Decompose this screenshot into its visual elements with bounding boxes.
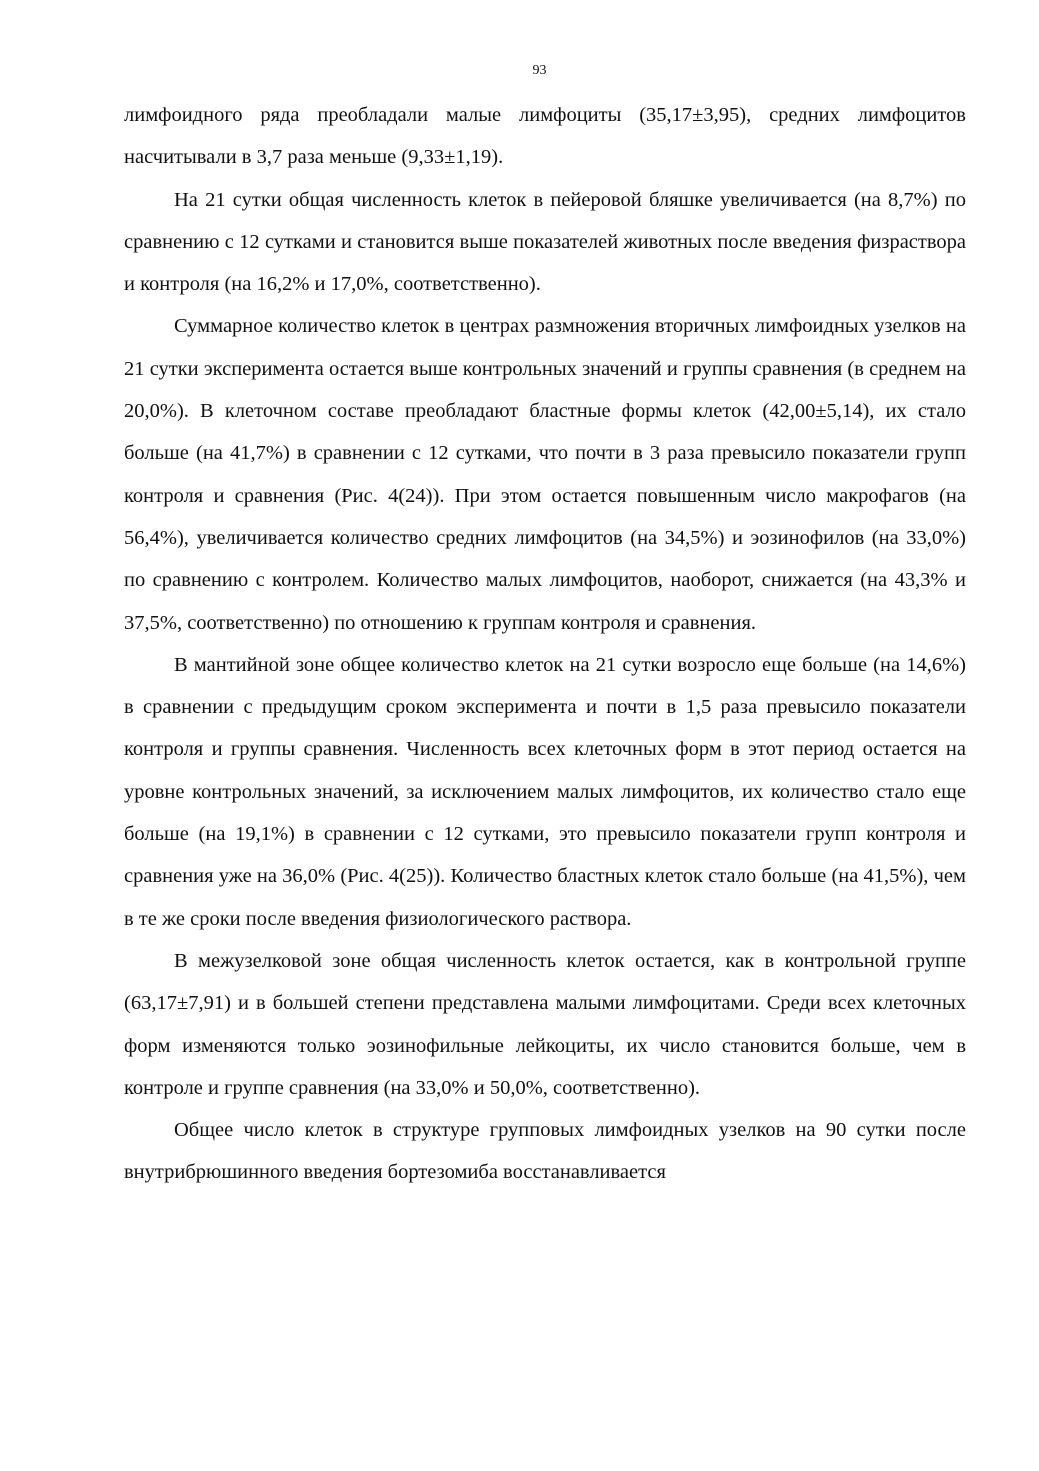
paragraph-day90: Общее число клеток в структуре групповых лимфоидных узелков на 90 сутки после внутрибрюшинного введения бортезомиба восстанавливается bbox=[124, 1119, 966, 1184]
paragraph-day21-total: На 21 сутки общая численность клеток в пейеровой бляшке увеличивается (на 8,7%) по сравнению с 12 сутками и становится выше показателей животных после введения физраствора и контроля (на 16,2% и 17,0%, соответственно). bbox=[124, 188, 966, 296]
body-text bbox=[124, 94, 966, 1194]
paragraph-internodular-zone: В межузелковой зоне общая численность клеток остается, как в контрольной группе (63,17±7,91) и в большей степени представлена малыми лимфоцитами. Среди всех клеточных форм изменяются только эозинофильные лейкоциты, их число становится больше, чем в контроле и группе сравнения (на 33,0% и 50,0%, соответственно). bbox=[124, 949, 966, 1099]
paragraph-germinal-centers: Суммарное количество клеток в центрах размножения вторичных лимфоидных узелков на 21 сутки эксперимента остается выше контрольных значений и группы сравнения (в среднем на 20,0%). В клеточном составе преобладают бластные формы клеток (42,00±5,14), их стало больше (на 41,7%) в сравнении с 12 сутками, что почти в 3 раза превысило показатели групп контроля и сравнения (Рис. 4(24)). При этом остается повышенным число макрофагов (на 56,4%), увеличивается количество средних лимфоцитов (на 34,5%) и эозинофилов (на 33,0%) по сравнению с контролем. Количество малых лимфоцитов, наоборот, снижается (на 43,3% и 37,5%, соответственно) по отношению к группам контроля и сравнения. bbox=[124, 315, 966, 634]
paragraph-mantle-zone: В мантийной зоне общее количество клеток на 21 сутки возросло еще больше (на 14,6%) в сравнении с предыдущим сроком эксперимента и почти в 1,5 раза превысило показатели контроля и группы сравнения. Численность всех клеточных форм в этот период остается на уровне контрольных значений, за исключением малых лимфоцитов, их количество стало еще больше (на 19,1%) в сравнении с 12 сутками, это превысило показатели групп контроля и сравнения уже на 36,0% (Рис. 4(25)). Количество бластных клеток стало больше (на 41,5%), чем в те же сроки после введения физиологического раствора. bbox=[124, 653, 966, 930]
paragraph-continuation: лимфоидного ряда преобладали малые лимфоциты (35,17±3,95), средних лимфоцитов насчитывали в 3,7 раза меньше (9,33±1,19). bbox=[124, 104, 966, 169]
page-number: 93 bbox=[532, 63, 547, 78]
